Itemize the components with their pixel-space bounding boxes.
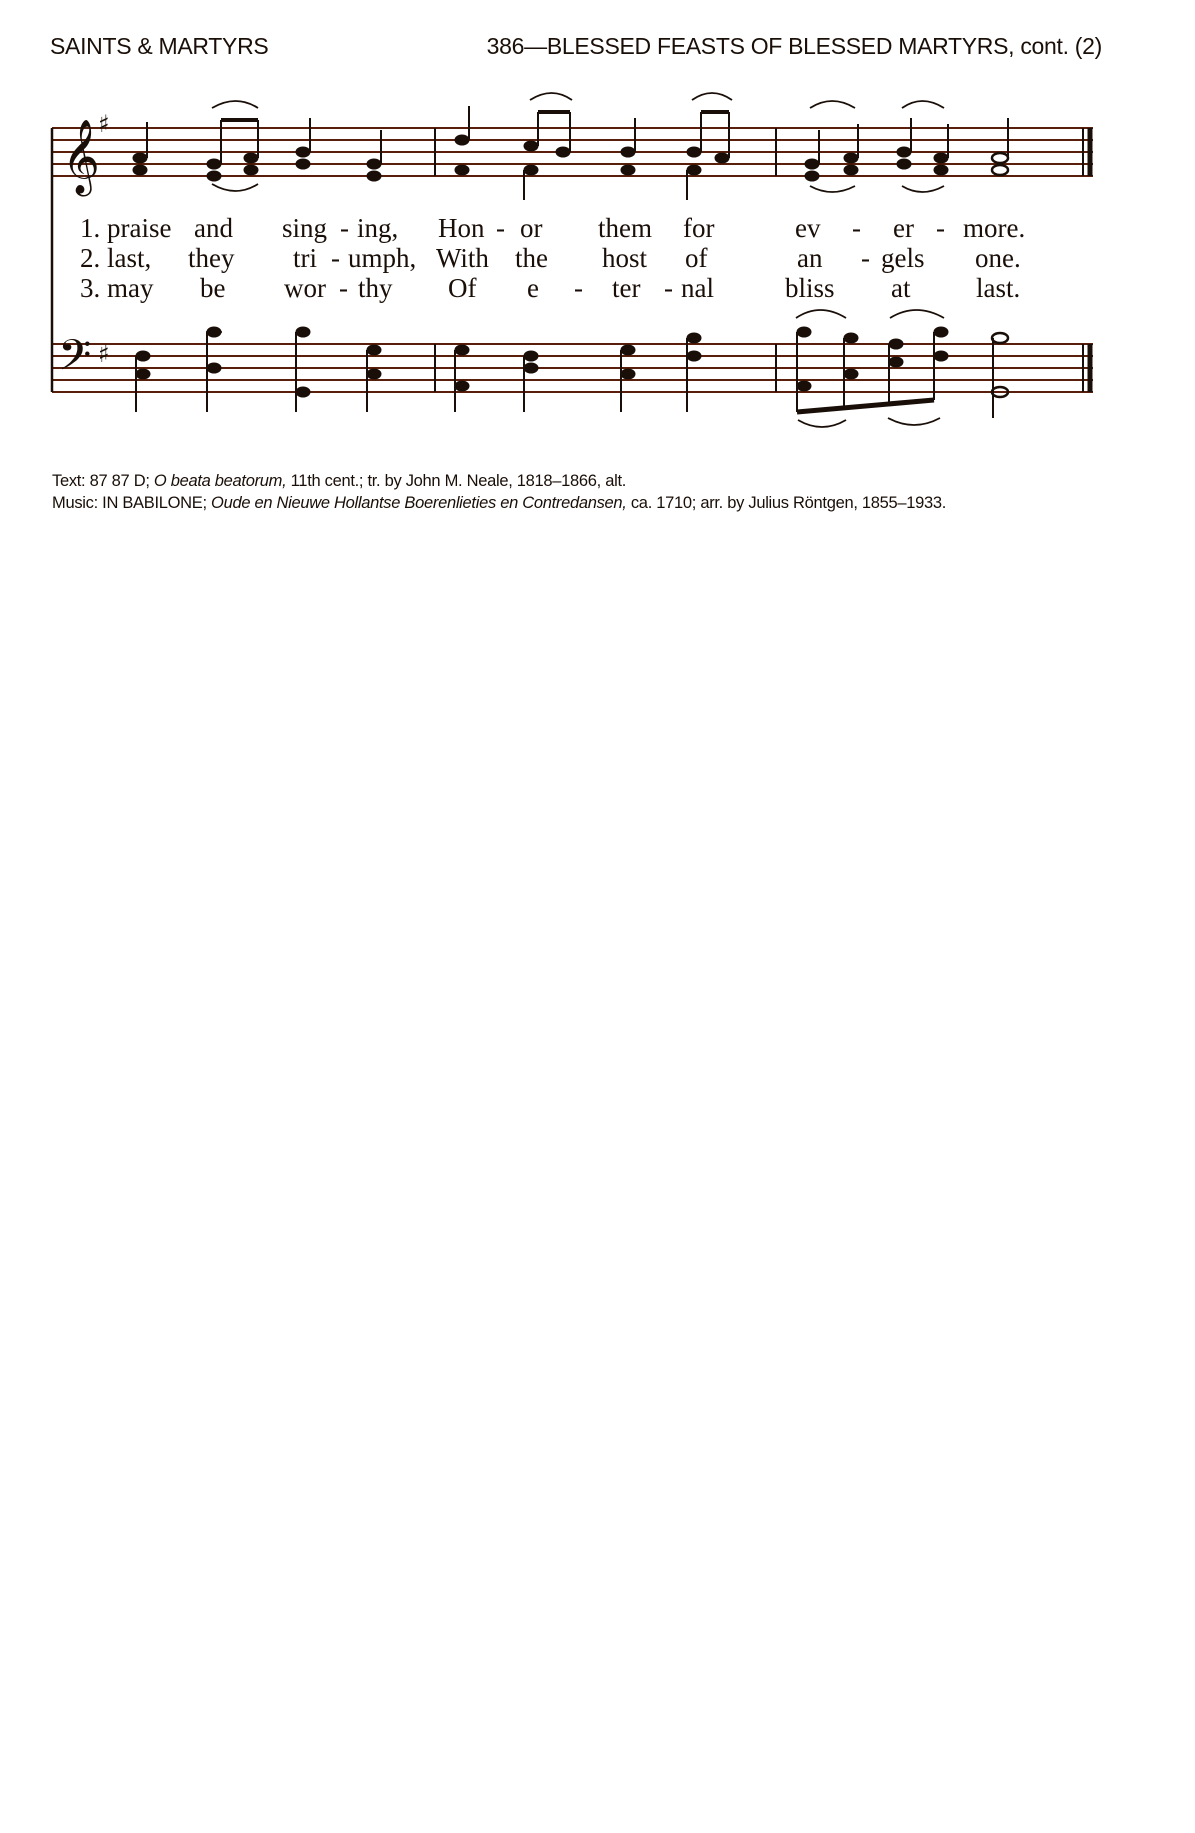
- svg-text:last.: last.: [976, 273, 1021, 303]
- svg-text:-: -: [852, 213, 861, 243]
- svg-text:𝄞: 𝄞: [62, 120, 100, 194]
- treble-clef-icon: [62, 120, 100, 197]
- svg-text:With: With: [436, 243, 489, 273]
- svg-text:one.: one.: [975, 243, 1021, 273]
- verse-2-lyrics: [80, 243, 1021, 273]
- svg-text:sing: sing: [282, 213, 328, 243]
- svg-text:tri: tri: [293, 243, 317, 273]
- svg-text:er: er: [893, 213, 914, 243]
- section-heading: SAINTS & MARTYRS: [50, 33, 269, 59]
- svg-text:Hon: Hon: [438, 213, 485, 243]
- credits: [52, 470, 946, 514]
- svg-text:be: be: [200, 273, 226, 303]
- svg-text:host: host: [602, 243, 648, 273]
- hymn-title: 386—BLESSED FEASTS OF BLESSED MARTYRS, cont. (2): [486, 33, 1102, 59]
- music-score: [0, 0, 1195, 470]
- svg-text:umph,: umph,: [348, 243, 417, 273]
- svg-text:bliss: bliss: [785, 273, 835, 303]
- svg-text:thy: thy: [358, 273, 393, 303]
- svg-text:2. last,: 2. last,: [80, 243, 152, 273]
- svg-text:nal: nal: [681, 273, 714, 303]
- verse-1-lyrics: [80, 213, 1025, 243]
- svg-text:wor: wor: [284, 273, 326, 303]
- svg-text:-: -: [331, 243, 340, 273]
- svg-text:e: e: [527, 273, 539, 303]
- svg-text:-: -: [574, 273, 583, 303]
- svg-text:-: -: [340, 213, 349, 243]
- svg-text:of: of: [685, 243, 708, 273]
- svg-text:-: -: [339, 273, 348, 303]
- key-signature-treble: [98, 110, 110, 138]
- svg-text:gels: gels: [881, 243, 925, 273]
- svg-text:1. praise: 1. praise: [80, 213, 172, 243]
- svg-text:-: -: [936, 213, 945, 243]
- svg-text:𝄢: 𝄢: [58, 331, 92, 391]
- svg-text:the: the: [515, 243, 548, 273]
- svg-text:ev: ev: [795, 213, 821, 243]
- svg-text:more.: more.: [963, 213, 1026, 243]
- key-signature-bass: [98, 340, 110, 368]
- bass-clef-icon: [58, 331, 91, 391]
- svg-text:-: -: [496, 213, 505, 243]
- svg-text:3. may: 3. may: [80, 273, 154, 303]
- svg-text:for: for: [683, 213, 715, 243]
- treble-notes: [133, 93, 1008, 200]
- svg-text:ter: ter: [612, 273, 641, 303]
- svg-text:at: at: [891, 273, 911, 303]
- svg-text:and: and: [194, 213, 233, 243]
- svg-text:them: them: [598, 213, 652, 243]
- svg-text:Of: Of: [448, 273, 477, 303]
- svg-text:♯: ♯: [98, 340, 110, 368]
- svg-text:or: or: [520, 213, 543, 243]
- svg-text:♯: ♯: [98, 110, 110, 138]
- svg-text:ing,: ing,: [357, 213, 399, 243]
- svg-text:an: an: [797, 243, 823, 273]
- verse-3-lyrics: [80, 273, 1020, 303]
- svg-text:-: -: [861, 243, 870, 273]
- text-credit: Text: 87 87 D; O beata beatorum, 11th cent.; tr. by John M. Neale, 1818–1866, alt.: [52, 472, 627, 490]
- svg-text:they: they: [188, 243, 235, 273]
- music-credit: Music: IN BABILONE; Oude en Nieuwe Hollantse Boerenlieties en Contredansen, ca. 1710; arr. by Julius Röntgen, 1855–1933.: [52, 494, 947, 512]
- svg-text:-: -: [664, 273, 673, 303]
